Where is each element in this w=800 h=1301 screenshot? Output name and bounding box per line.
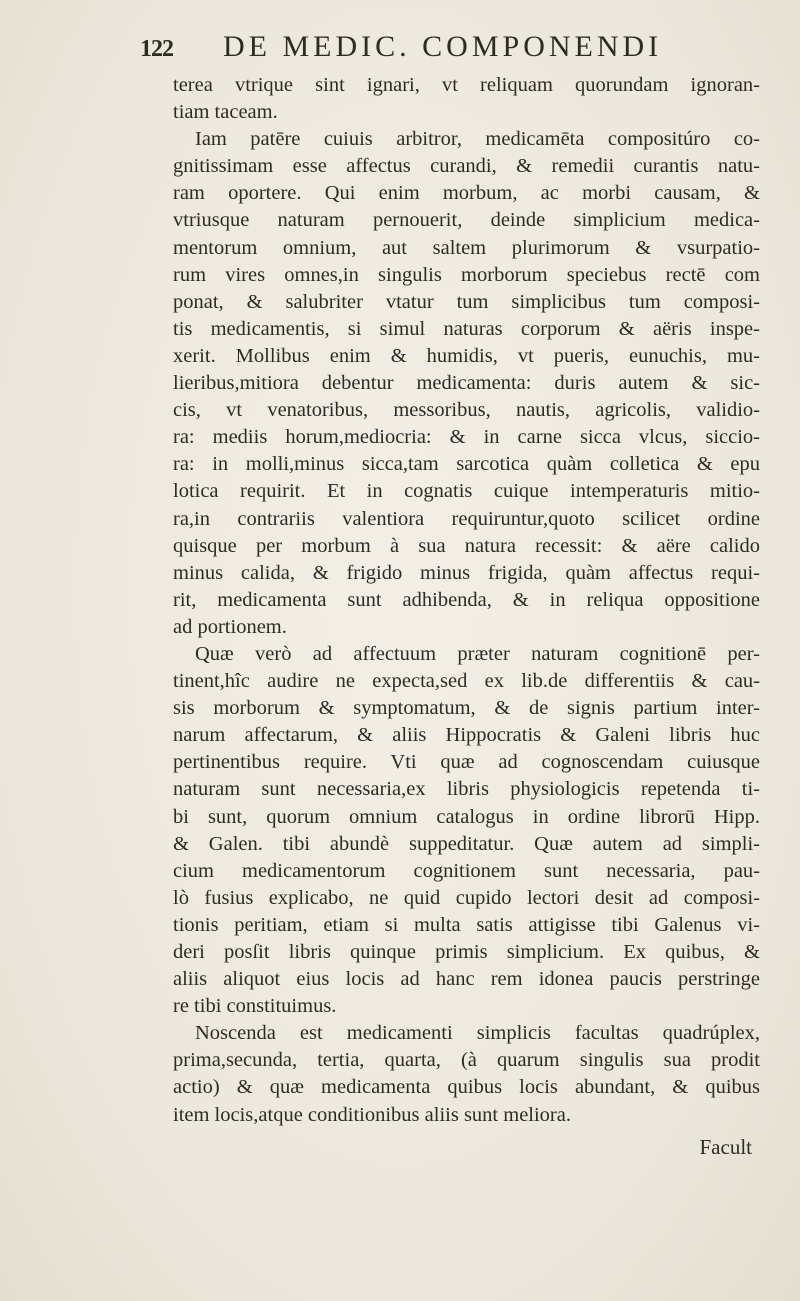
text-line: naturam sunt necessaria,ex libris physiologicis repetenda ti- — [173, 778, 760, 801]
text-line: ram oportere. Qui enim morbum, ac morbi causam, & — [173, 182, 760, 205]
text-line: tiam taceam. — [173, 101, 278, 124]
text-line: tis medicamentis, si simul naturas corporum & aëris inspe- — [173, 317, 760, 340]
text-line: cium medicamentorum cognitionem sunt necessaria, pau- — [173, 859, 760, 882]
text-line: bi sunt, quorum omnium catalogus in ordine librorū Hipp. — [173, 805, 760, 828]
text-line: aliis aliquot eius locis ad hanc rem idonea paucis perstringe — [173, 968, 760, 991]
text-line: lieribus,mitiora debentur medicamenta: duris autem & sic- — [173, 372, 760, 395]
text-line: ad portionem. — [173, 615, 287, 638]
text-line: vtriusque naturam pernouerit, deinde simplicium medica- — [173, 209, 760, 232]
text-line: Noscenda est medicamenti simplicis facultas quadrúplex, — [195, 1022, 760, 1045]
text-line: Quæ verò ad affectuum præter naturam cognitionē per- — [195, 642, 760, 665]
text-line: quisque per morbum à sua natura recessit: & aëre calido — [173, 534, 760, 557]
text-line: sis morborum & symptomatum, & de signis partium inter- — [173, 697, 760, 720]
text-line: tinent,hîc audire ne expecta,sed ex lib.de differentiis & cau- — [173, 670, 760, 693]
text-line: terea vtrique sint ignari, vt reliquam quorundam ignoran- — [173, 74, 760, 96]
text-line: actio) & quæ medicamenta quibus locis abundant, & quibus — [173, 1076, 760, 1099]
text-line: re tibi constituimus. — [173, 995, 337, 1018]
text-line: ra,in contrariis valentiora requiruntur,quoto scilicet ordine — [173, 507, 760, 530]
text-line: tionis peritiam, etiam si multa satis attigisse tibi Galenus vi- — [173, 913, 760, 936]
text-line: mentorum omnium, aut saltem plurimorum & vsurpatio- — [173, 236, 760, 259]
catchword: Facult — [699, 1135, 752, 1159]
text-line: Iam patēre cuiuis arbitror, medicamēta compositúro co- — [195, 128, 760, 151]
text-line: pertinentibus require. Vti quæ ad cognoscendam cuiusque — [173, 751, 760, 774]
text-line: & Galen. tibi abundè suppeditatur. Quæ autem ad simpli- — [173, 832, 760, 855]
text-line: cis, vt venatoribus, messoribus, nautis, agricolis, validio- — [173, 399, 760, 422]
page-header — [140, 30, 700, 70]
text-line: narum affectarum, & aliis Hippocratis & Galeni libris huc — [173, 724, 760, 747]
text-line: lò fusius explicabo, ne quid cupido lectori desit ad composi- — [173, 886, 760, 909]
text-line: ra: mediis horum,mediocria: & in carne sicca vlcus, siccio- — [173, 426, 760, 449]
text-line: ponat, & salubriter vtatur tum simplicibus tum composi- — [173, 290, 760, 313]
text-line: lotica requirit. Et in cognatis cuique intemperaturis mitio- — [173, 480, 760, 503]
text-line: ra: in molli,minus sicca,tam sarcotica quàm colletica & epu — [173, 453, 760, 476]
text-line: rit, medicamenta sunt adhibenda, & in reliqua oppositione — [173, 588, 760, 611]
running-title: DE MEDIC. COMPONENDI — [223, 30, 663, 63]
text-line: rum vires omnes,in singulis morborum speciebus rectē com — [173, 263, 760, 286]
page-number: 122 — [140, 36, 173, 62]
text-line: deri posſit libris quinque primis simplicium. Ex quibus, & — [173, 941, 760, 963]
text-line: xerit. Mollibus enim & humidis, vt pueris, eunuchis, mu- — [173, 344, 760, 367]
body-text — [173, 72, 760, 1129]
text-line: item locis,atque conditionibus aliis sunt meliora. — [173, 1103, 571, 1126]
text-line: minus calida, & frigido minus frigida, quàm affectus requi- — [173, 561, 760, 584]
text-line: prima,secunda, tertia, quarta, (à quarum singulis sua prodit — [173, 1049, 760, 1072]
text-line: gnitissimam esse affectus curandi, & remedii curantis natu- — [173, 155, 760, 178]
